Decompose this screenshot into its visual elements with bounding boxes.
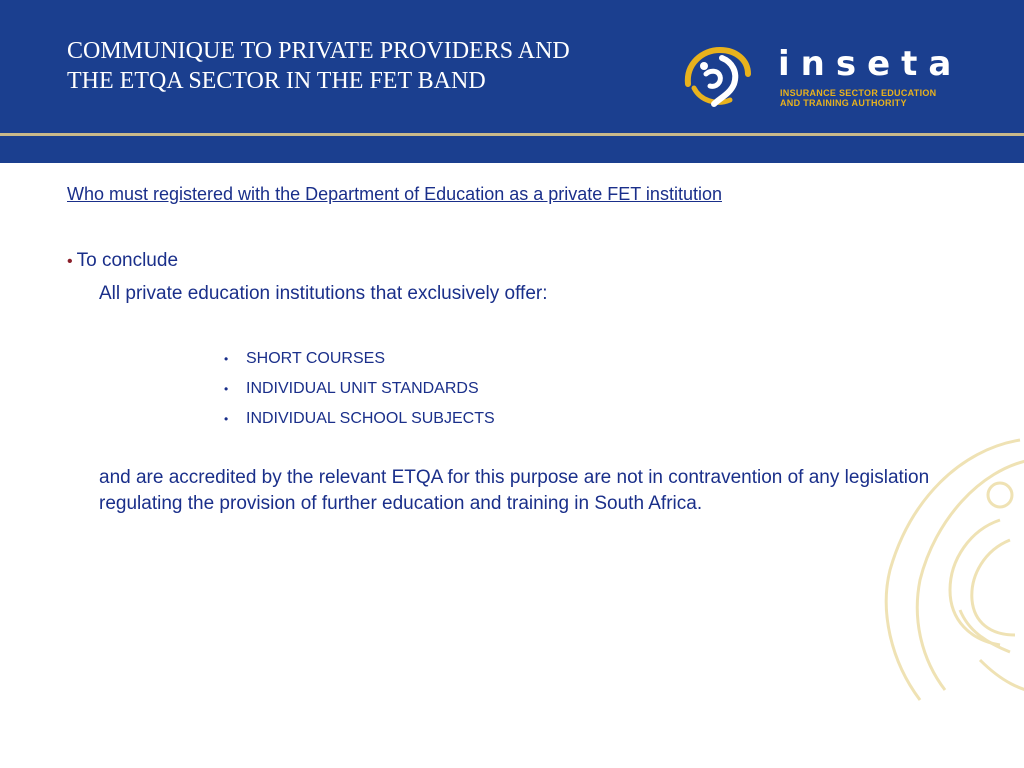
inseta-wordmark: inseta xyxy=(778,44,963,84)
header-divider xyxy=(0,133,1024,136)
inseta-subtitle-line-1: INSURANCE SECTOR EDUCATION xyxy=(780,88,937,98)
offering-list xyxy=(224,344,495,434)
list-item xyxy=(224,344,495,374)
list-bullet-icon: • xyxy=(224,412,229,426)
list-item-text: INDIVIDUAL SCHOOL SUBJECTS xyxy=(246,410,495,427)
list-item-text: SHORT COURSES xyxy=(246,350,385,367)
list-bullet-icon: • xyxy=(224,352,229,366)
section-subheading: Who must registered with the Department of Education as a private FET institution xyxy=(67,184,722,204)
list-item xyxy=(224,374,495,404)
slide-title-line-1: COMMUNIQUE TO PRIVATE PROVIDERS AND xyxy=(67,38,570,64)
inseta-subtitle xyxy=(780,88,936,108)
inseta-logo-icon xyxy=(680,44,756,110)
list-item-text: INDIVIDUAL UNIT STANDARDS xyxy=(246,380,479,397)
slide-title-line-2: THE ETQA SECTOR IN THE FET BAND xyxy=(67,68,486,94)
bullet-text: To conclude xyxy=(76,250,179,271)
inseta-subtitle-line-2: AND TRAINING AUTHORITY xyxy=(780,98,907,108)
bullet-dot-icon: • xyxy=(67,253,73,270)
slide-title xyxy=(67,36,687,96)
intro-text: All private education institutions that exclusively offer: xyxy=(99,283,548,304)
conclusion-paragraph: and are accredited by the relevant ETQA for this purpose are not in contravention of any legislation regulating the provision of further education and training in South Africa. xyxy=(99,467,930,514)
bullet-to-conclude xyxy=(67,248,178,275)
list-bullet-icon: • xyxy=(224,382,229,396)
list-item xyxy=(224,404,495,434)
inseta-logo xyxy=(680,44,980,114)
